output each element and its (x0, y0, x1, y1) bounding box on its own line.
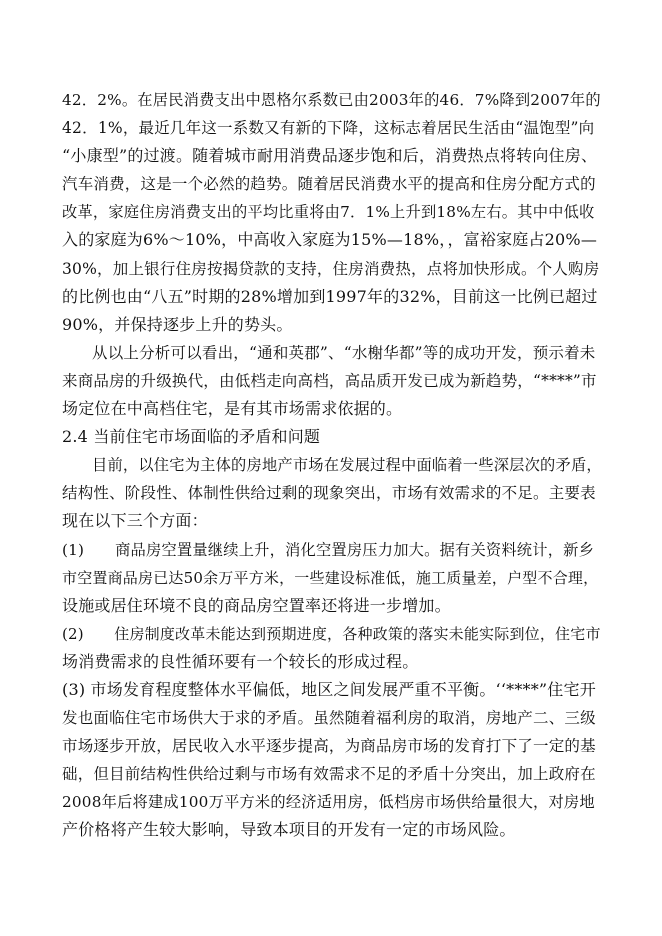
text-line: 市空置商品房已达50余万平方米，一些建设标准低，施工质量差，户型不合理， (62, 568, 599, 587)
text-line: 结构性、阶段性、体制性供给过剩的现象突出，市场有效需求的不足。主要表 (62, 484, 596, 503)
list-item-3: (3) 市场发育程度整体水平偏低，地区之间发展严重不平衡。‘‘****”住宅开 (62, 679, 596, 699)
text-line: 42．2%。在居民消费支出中恩格尔系数已由2003年的46．7%降到2007年的 (62, 91, 601, 109)
text-line: 产价格将产生较大影响，导致本项目的开发有一定的市场风险。 (62, 820, 516, 840)
text-line: 改革，家庭住房消费支出的平均比重将由7．1%上升到18%左右。其中中低收 (62, 203, 595, 222)
document-body (62, 86, 602, 845)
text-line: 90%，并保持逐步上升的势头。 (62, 314, 293, 334)
text-line: 础，但目前结构性供给过剩与市场有效需求不足的矛盾十分突出，加上政府在 (62, 765, 596, 784)
paragraph-start-line: 从以上分析可以看出，“通和英郡”、“水榭华都”等的成功开发，预示着未 (92, 343, 596, 362)
text-line: 30%，加上银行住房按揭贷款的支持，住房消费热，点将加快形成。个人购房 (62, 259, 600, 278)
text-line: 市场逐步开放，居民收入水平逐步提高，为商品房市场的发育打下了一定的基 (62, 737, 596, 756)
section-heading: 2.4 当前住宅市场面临的矛盾和问题 (62, 427, 321, 447)
list-item-2: (2) 住房制度改革未能达到预期进度，各种政策的落实未能实际到位，住宅市 (62, 624, 601, 643)
text-line: 汽车消费，这是一个必然的趋势。随着居民消费水平的提高和住房分配方式的 (62, 175, 596, 194)
text-line: 发也面临住宅市场供大于求的矛盾。虽然随着福利房的取消，房地产二、三级 (62, 709, 596, 728)
text-line: 42．1%，最近几年这一系数又有新的下降，这标志着居民生活由“温饱型”向 (62, 119, 595, 138)
text-line: 现在以下三个方面： (62, 511, 208, 531)
text-line: 场消费需求的良性循环要有一个较长的形成过程。 (62, 651, 419, 671)
text-line: 入的家庭为6%～10%，中高收入家庭为15%—18%，，富裕家庭占20%— (62, 230, 598, 250)
text-line: 设施或居住环境不良的商品房空置率还将进一步增加。 (62, 595, 451, 615)
text-line: 2008年后将建成100万平方米的经济适用房，低档房市场供给量很大，对房地 (62, 793, 595, 812)
text-line: 来商品房的升级换代，由低档走向高档，高品质开发已成为新趋势，“****”市 (62, 371, 597, 390)
paragraph-start-line: 目前，以住宅为主体的房地产市场在发展过程中面临着一些深层次的矛盾， (92, 456, 602, 475)
text-line: 的比例也由“八五”时期的28%增加到1997年的32%，目前这一比例已超过 (62, 286, 598, 306)
text-line: 场定位在中高档住宅，是有其市场需求依据的。 (62, 399, 403, 419)
list-item-1: (1) 商品房空置量继续上升，消化空置房压力加大。据有关资料统计，新乡 (62, 540, 595, 559)
text-line: “小康型”的过渡。随着城市耐用消费品逐步饱和后，消费热点将转向住房、 (62, 146, 598, 166)
